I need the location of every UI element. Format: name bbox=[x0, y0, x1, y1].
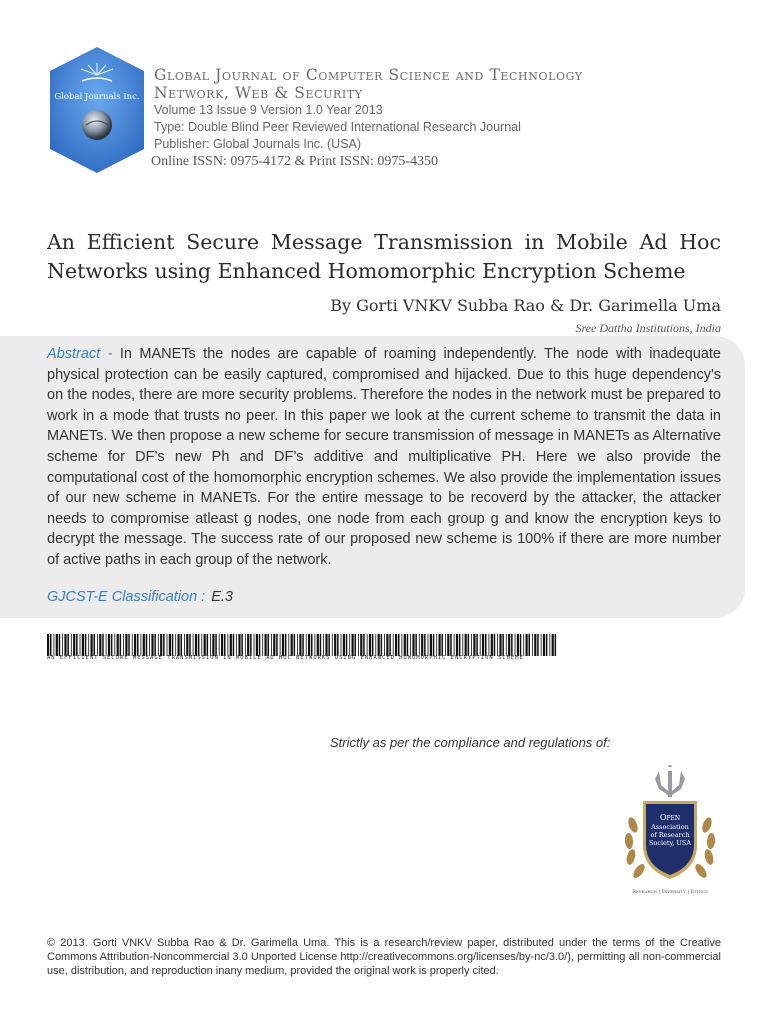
abstract-body: In MANETs the nodes are capable of roaming independently. The node with inadequate physical protection can be easily captured, compromised and hijacked. Due to this huge dependency's on the nodes, there are more security problems. Therefore the nodes in the network must be prepared to work in a mode that trusts no peer. In this paper we look at the current scheme to transmit the data in MANETs. We then propose a new scheme for secure transmission of message in MANETs as Alternative scheme for DF’s new Ph and DF’s additive and multiplicative PH. Here we also provide the computational cost of the homomorphic encryption schemes. We also provide the implementation issues of our new scheme in MANETs. For the entire message to be recoverd by the attacker, the attacker needs to compromise atleast g nodes, one node from each group g and know the encryption keys to decrypt the message. The success rate of our proposed new scheme is 100% if there are more number of active paths in each group of the network. bbox=[47, 346, 721, 568]
barcode-caption: AN EFFICIENT SECURE MESSAGE TRANSMISSION IN MOBILE AD HOC NETWORKS USING ENHANCED HOMOMORPHIC ENCRYPTION SCHEME bbox=[47, 655, 524, 661]
seal-line2: Association bbox=[651, 823, 689, 831]
journal-publisher: Publisher: Global Journals Inc. (USA) bbox=[154, 137, 362, 151]
seal-line3: of Research bbox=[650, 831, 690, 839]
seal-line1: Open bbox=[659, 813, 681, 822]
seal-line4: Society, USA bbox=[648, 839, 692, 847]
classification-code: E.3 bbox=[211, 589, 233, 605]
journal-title-line2: Network, Web & Security bbox=[154, 84, 363, 102]
license-notice: © 2013. Gorti VNKV Subba Rao & Dr. Garimella Uma. This is a research/review paper, distributed under the terms of the Creative Commons Attribution-Noncommercial 3.0 Unported License http://creativecommons.org/licenses/by-nc/3.0/), permitting all non-commercial use, distribution, and reproduction inany medium, provided the original work is properly cited. bbox=[47, 937, 721, 977]
paper-authors: By Gorti VNKV Subba Rao & Dr. Garimella Uma bbox=[330, 296, 721, 315]
barcode bbox=[47, 634, 557, 656]
paper-title: An Efficient Secure Message Transmission in Mobile Ad Hoc Networks using Enhanced Homomorphic Encryption Scheme bbox=[47, 230, 721, 283]
journal-type: Type: Double Blind Peer Reviewed International Research Journal bbox=[154, 120, 521, 134]
journal-title-line1: Global Journal of Computer Science and Technology bbox=[154, 66, 583, 84]
journal-volume: Volume 13 Issue 9 Version 1.0 Year 2013 bbox=[154, 103, 383, 117]
abstract-label: Abstract - bbox=[47, 346, 113, 362]
journal-logo bbox=[48, 45, 146, 175]
abstract bbox=[47, 344, 721, 571]
journal-logo-shield bbox=[48, 45, 146, 175]
author-affiliation: Sree Dattha Institutions, India bbox=[575, 321, 721, 335]
journal-logo-text: Global Journals Inc. bbox=[54, 92, 140, 102]
journal-issn: Online ISSN: 0975-4172 & Print ISSN: 0975-4350 bbox=[151, 154, 439, 169]
journal-header bbox=[151, 66, 754, 170]
seal-motto: Research | Diversity | Ethics bbox=[632, 889, 708, 895]
oars-seal bbox=[615, 765, 725, 905]
classification-label: GJCST-E Classification : bbox=[47, 589, 206, 605]
classification bbox=[47, 589, 233, 605]
compliance-note: Strictly as per the compliance and regulations of: bbox=[330, 735, 611, 750]
